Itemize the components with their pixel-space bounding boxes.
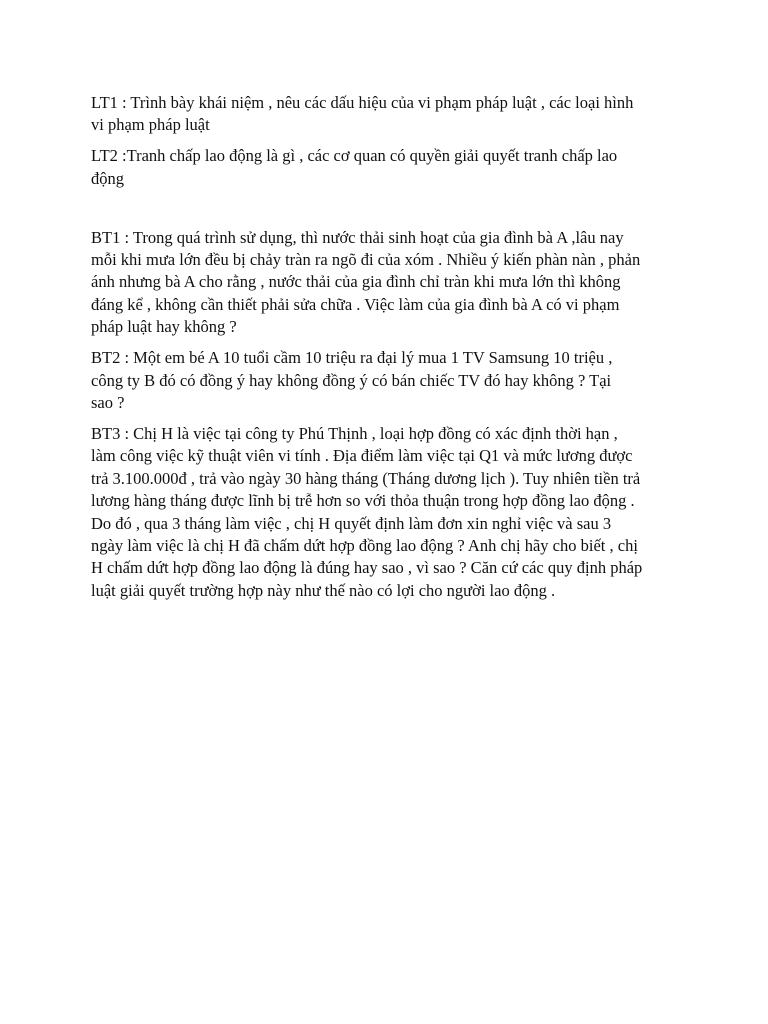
question-lt1: LT1 : Trình bày khái niệm , nêu các dấu hiệu của vi phạm pháp luật , các loại hình vi phạm pháp luật [91,93,634,135]
question-lt2: LT2 :Tranh chấp lao động là gì , các cơ quan có quyền giải quyết tranh chấp lao động [91,146,618,188]
exercise-bt3: BT3 : Chị H là việc tại công ty Phú Thịnh , loại hợp đồng có xác định thời hạn , làm công việc kỹ thuật viên vi tính . Địa điểm làm việc tại Q1 và mức lương được trả 3.100.000đ , trả vào ngày 30 hàng tháng (Tháng dương lịch ). Tuy nhiên tiền trả lương hàng tháng được lĩnh bị trễ hơn so với thỏa thuận trong hợp đồng lao động . Do đó , qua 3 tháng làm việc , chị H quyết định làm đơn xin nghỉ việc và sau 3 ngày làm việc là chị H đã chấm dứt hợp đồng lao động ? Anh chị hãy cho biết , chị H chấm dứt hợp đồng lao động là đúng hay sao , vì sao ? Căn cứ các quy định pháp luật giải quyết trường hợp này như thế nào có lợi cho người lao động . [91,423,643,600]
exercise-bt2: BT2 : Một em bé A 10 tuổi cầm 10 triệu ra đại lý mua 1 TV Samsung 10 triệu , công ty B đó có đồng ý hay không đồng ý có bán chiếc TV đó hay không ? Tại sao ? [91,348,613,412]
exercise-bt1: BT1 : Trong quá trình sử dụng, thì nước thải sinh hoạt của gia đình bà A ,lâu nay mỗi khi mưa lớn đều bị chảy tràn ra ngõ đi của xóm . Nhiều ý kiến phàn nàn , phản ánh nhưng bà A cho rằng , nước thải của gia đình chỉ tràn khi mưa lớn thì không đáng kể , không cần thiết phải sửa chữa . Việc làm của gia đình bà A có vi phạm pháp luật hay không ? [91,227,641,337]
section-gap [91,199,680,227]
